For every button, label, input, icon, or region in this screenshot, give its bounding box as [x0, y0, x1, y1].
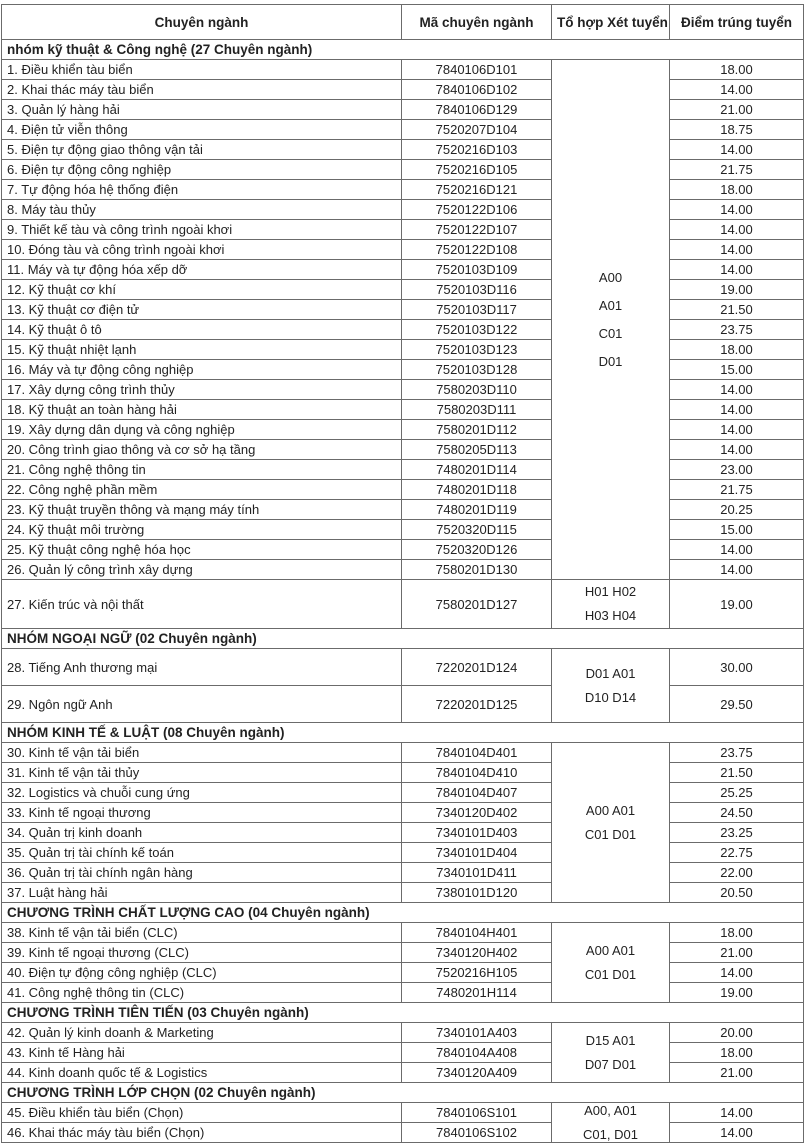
combo-code: C01 — [598, 325, 623, 341]
cutoff-score: 19.00 — [670, 580, 804, 629]
table-row — [2, 120, 804, 140]
table-row — [2, 140, 804, 160]
major-name: 9. Thiết kế tàu và công trình ngoài khơi — [2, 220, 402, 240]
group-header-row — [2, 903, 804, 923]
major-name: 29. Ngôn ngữ Anh — [2, 686, 402, 723]
combo-code: A00, A01 — [584, 1102, 637, 1118]
major-code: 7340101D411 — [402, 863, 552, 883]
major-name: 37. Luật hàng hải — [2, 883, 402, 903]
header-code: Mã chuyên ngành — [402, 5, 552, 40]
major-name: 41. Công nghệ thông tin (CLC) — [2, 983, 402, 1003]
major-code: 7520320D126 — [402, 540, 552, 560]
table-row — [2, 649, 804, 686]
cutoff-score: 14.00 — [670, 540, 804, 560]
combo-spacer — [557, 818, 664, 828]
group-title: CHƯƠNG TRÌNH CHẤT LƯỢNG CAO (04 Chuyên ngành) — [2, 903, 804, 923]
major-code: 7220201D124 — [402, 649, 552, 686]
combo-code: D15 A01 — [585, 1032, 636, 1048]
combo-spacer — [557, 313, 664, 327]
table-header-row — [2, 5, 804, 40]
table-row — [2, 260, 804, 280]
major-name: 39. Kinh tế ngoại thương (CLC) — [2, 943, 402, 963]
table-row — [2, 983, 804, 1003]
subject-combination — [552, 923, 670, 1003]
cutoff-score: 14.00 — [670, 420, 804, 440]
major-name: 35. Quản trị tài chính kế toán — [2, 843, 402, 863]
table-row — [2, 180, 804, 200]
cutoff-score: 18.00 — [670, 180, 804, 200]
major-code: 7520122D107 — [402, 220, 552, 240]
group-title: CHƯƠNG TRÌNH TIÊN TIẾN (03 Chuyên ngành) — [2, 1003, 804, 1023]
table-row — [2, 220, 804, 240]
table-row — [2, 380, 804, 400]
table-row — [2, 420, 804, 440]
major-name: 19. Xây dựng dân dụng và công nghiệp — [2, 420, 402, 440]
major-name: 5. Điện tự động giao thông vận tải — [2, 140, 402, 160]
major-name: 42. Quản lý kinh doanh & Marketing — [2, 1023, 402, 1043]
major-code: 7840106S102 — [402, 1123, 552, 1143]
combo-code: A00 — [598, 269, 623, 285]
table-row — [2, 923, 804, 943]
major-name: 10. Đóng tàu và công trình ngoài khơi — [2, 240, 402, 260]
combo-code: D10 D14 — [584, 689, 637, 705]
major-code: 7520103D116 — [402, 280, 552, 300]
combo-spacer — [557, 958, 664, 968]
table-row — [2, 520, 804, 540]
major-name: 23. Kỹ thuật truyền thông và mạng máy tính — [2, 500, 402, 520]
major-name: 36. Quản trị tài chính ngân hàng — [2, 863, 402, 883]
major-code: 7340101D404 — [402, 843, 552, 863]
combo-code: D01 A01 — [585, 665, 636, 681]
cutoff-score: 23.25 — [670, 823, 804, 843]
group-header-row — [2, 1003, 804, 1023]
major-name: 38. Kinh tế vận tải biển (CLC) — [2, 923, 402, 943]
table-row — [2, 100, 804, 120]
major-code: 7520216D105 — [402, 160, 552, 180]
major-code: 7520103D117 — [402, 300, 552, 320]
table-row — [2, 803, 804, 823]
group-header-row — [2, 723, 804, 743]
cutoff-score: 21.50 — [670, 763, 804, 783]
major-name: 14. Kỹ thuật ô tô — [2, 320, 402, 340]
cutoff-score: 22.75 — [670, 843, 804, 863]
subject-combination — [552, 580, 670, 629]
major-code: 7840104D401 — [402, 743, 552, 763]
cutoff-score: 22.00 — [670, 863, 804, 883]
cutoff-score: 14.00 — [670, 380, 804, 400]
major-name: 6. Điện tự động công nghiệp — [2, 160, 402, 180]
combo-code: H01 H02 — [584, 584, 637, 599]
table-body — [2, 40, 804, 1143]
table-row — [2, 340, 804, 360]
table-row — [2, 160, 804, 180]
major-name: 21. Công nghệ thông tin — [2, 460, 402, 480]
cutoff-score: 15.00 — [670, 520, 804, 540]
table-row — [2, 1023, 804, 1043]
combo-spacer — [557, 681, 664, 691]
major-code: 7520320D115 — [402, 520, 552, 540]
cutoff-score: 21.00 — [670, 943, 804, 963]
cutoff-score: 14.00 — [670, 80, 804, 100]
admission-scores-table — [1, 4, 804, 1143]
cutoff-score: 21.00 — [670, 100, 804, 120]
major-name: 12. Kỹ thuật cơ khí — [2, 280, 402, 300]
table-row — [2, 743, 804, 763]
major-code: 7380101D120 — [402, 883, 552, 903]
cutoff-score: 14.00 — [670, 220, 804, 240]
major-name: 26. Quản lý công trình xây dựng — [2, 560, 402, 580]
cutoff-score: 14.00 — [670, 560, 804, 580]
major-code: 7480201D119 — [402, 500, 552, 520]
cutoff-score: 21.75 — [670, 160, 804, 180]
major-code: 7480201H114 — [402, 983, 552, 1003]
major-code: 7580203D111 — [402, 400, 552, 420]
major-code: 7220201D125 — [402, 686, 552, 723]
major-code: 7580205D113 — [402, 440, 552, 460]
major-code: 7520216D103 — [402, 140, 552, 160]
major-name: 13. Kỹ thuật cơ điện tử — [2, 300, 402, 320]
cutoff-score: 18.00 — [670, 1043, 804, 1063]
major-code: 7580203D110 — [402, 380, 552, 400]
table-row — [2, 560, 804, 580]
table-row — [2, 400, 804, 420]
major-name: 40. Điện tự động công nghiệp (CLC) — [2, 963, 402, 983]
table-row — [2, 280, 804, 300]
table-row — [2, 823, 804, 843]
major-code: 7520103D122 — [402, 320, 552, 340]
major-code: 7840104D410 — [402, 763, 552, 783]
cutoff-score: 18.75 — [670, 120, 804, 140]
major-name: 45. Điều khiển tàu biển (Chọn) — [2, 1103, 402, 1123]
cutoff-score: 18.00 — [670, 60, 804, 80]
major-name: 44. Kinh doanh quốc tế & Logistics — [2, 1063, 402, 1083]
cutoff-score: 25.25 — [670, 783, 804, 803]
major-code: 7340120H402 — [402, 943, 552, 963]
table-row — [2, 500, 804, 520]
subject-combination — [552, 743, 670, 903]
header-major: Chuyên ngành — [2, 5, 402, 40]
cutoff-score: 14.00 — [670, 200, 804, 220]
combo-code: D07 D01 — [584, 1056, 637, 1072]
major-name: 11. Máy và tự động hóa xếp dỡ — [2, 260, 402, 280]
table-row — [2, 540, 804, 560]
combo-code: H03 H04 — [584, 608, 637, 623]
major-name: 33. Kinh tế ngoại thương — [2, 803, 402, 823]
table-row — [2, 1123, 804, 1143]
major-code: 7520216D121 — [402, 180, 552, 200]
group-title: CHƯƠNG TRÌNH LỚP CHỌN (02 Chuyên ngành) — [2, 1083, 804, 1103]
combo-code: C01 D01 — [584, 826, 637, 842]
combo-spacer — [557, 341, 664, 355]
table-row — [2, 883, 804, 903]
major-name: 22. Công nghệ phần mềm — [2, 480, 402, 500]
major-code: 7520103D123 — [402, 340, 552, 360]
major-code: 7480201D114 — [402, 460, 552, 480]
major-code: 7520103D128 — [402, 360, 552, 380]
combo-code: C01 D01 — [584, 966, 637, 982]
table-row — [2, 480, 804, 500]
major-name: 34. Quản trị kinh doanh — [2, 823, 402, 843]
major-name: 32. Logistics và chuỗi cung ứng — [2, 783, 402, 803]
cutoff-score: 29.50 — [670, 686, 804, 723]
table-row — [2, 240, 804, 260]
group-header-row — [2, 1083, 804, 1103]
cutoff-score: 23.00 — [670, 460, 804, 480]
major-code: 7840106D129 — [402, 100, 552, 120]
cutoff-score: 23.75 — [670, 743, 804, 763]
major-name: 4. Điện tử viễn thông — [2, 120, 402, 140]
major-code: 7520216H105 — [402, 963, 552, 983]
combo-spacer — [557, 1118, 664, 1128]
major-code: 7340101D403 — [402, 823, 552, 843]
major-name: 15. Kỹ thuật nhiệt lạnh — [2, 340, 402, 360]
cutoff-score: 14.00 — [670, 240, 804, 260]
major-name: 31. Kinh tế vận tải thủy — [2, 763, 402, 783]
major-name: 1. Điều khiển tàu biển — [2, 60, 402, 80]
cutoff-score: 20.50 — [670, 883, 804, 903]
cutoff-score: 18.00 — [670, 340, 804, 360]
cutoff-score: 30.00 — [670, 649, 804, 686]
major-code: 7580201D127 — [402, 580, 552, 629]
table-row — [2, 783, 804, 803]
major-code: 7840106D102 — [402, 80, 552, 100]
table-row — [2, 943, 804, 963]
table-row — [2, 460, 804, 480]
table-row — [2, 1043, 804, 1063]
header-combo: Tổ hợp Xét tuyển — [552, 5, 670, 40]
table-row — [2, 360, 804, 380]
major-name: 3. Quản lý hàng hải — [2, 100, 402, 120]
major-code: 7480201D118 — [402, 480, 552, 500]
cutoff-score: 21.50 — [670, 300, 804, 320]
combo-code: A00 A01 — [585, 942, 636, 958]
combo-code: D01 — [598, 353, 623, 369]
combo-spacer — [557, 1048, 664, 1058]
combo-code: A00 A01 — [585, 802, 636, 818]
major-name: 25. Kỹ thuật công nghệ hóa học — [2, 540, 402, 560]
cutoff-score: 15.00 — [670, 360, 804, 380]
table-row — [2, 1103, 804, 1123]
cutoff-score: 14.00 — [670, 1123, 804, 1143]
cutoff-score: 14.00 — [670, 440, 804, 460]
group-title: nhóm kỹ thuật & Công nghệ (27 Chuyên ngành) — [2, 40, 804, 60]
major-name: 20. Công trình giao thông và cơ sở hạ tầng — [2, 440, 402, 460]
major-name: 16. Máy và tự động công nghiệp — [2, 360, 402, 380]
major-name: 30. Kinh tế vận tải biển — [2, 743, 402, 763]
table-row — [2, 440, 804, 460]
group-header-row — [2, 40, 804, 60]
major-code: 7340120A409 — [402, 1063, 552, 1083]
combo-code: C01, D01 — [583, 1126, 638, 1142]
major-name: 8. Máy tàu thủy — [2, 200, 402, 220]
table-row — [2, 60, 804, 80]
major-code: 7840104H401 — [402, 923, 552, 943]
table-row — [2, 300, 804, 320]
cutoff-score: 20.00 — [670, 1023, 804, 1043]
cutoff-score: 19.00 — [670, 280, 804, 300]
table-row — [2, 843, 804, 863]
major-code: 7340120D402 — [402, 803, 552, 823]
subject-combination — [552, 1023, 670, 1083]
major-code: 7520103D109 — [402, 260, 552, 280]
table-row — [2, 580, 804, 629]
table-row — [2, 200, 804, 220]
major-code: 7840106D101 — [402, 60, 552, 80]
major-name: 28. Tiếng Anh thương mại — [2, 649, 402, 686]
cutoff-score: 18.00 — [670, 923, 804, 943]
cutoff-score: 14.00 — [670, 963, 804, 983]
major-code: 7580201D130 — [402, 560, 552, 580]
cutoff-score: 19.00 — [670, 983, 804, 1003]
table-row — [2, 80, 804, 100]
major-name: 24. Kỹ thuật môi trường — [2, 520, 402, 540]
cutoff-score: 24.50 — [670, 803, 804, 823]
cutoff-score: 23.75 — [670, 320, 804, 340]
major-code: 7520122D106 — [402, 200, 552, 220]
cutoff-score: 14.00 — [670, 260, 804, 280]
group-header-row — [2, 629, 804, 649]
major-name: 27. Kiến trúc và nội thất — [2, 580, 402, 629]
table-row — [2, 686, 804, 723]
table-row — [2, 1063, 804, 1083]
major-code: 7580201D112 — [402, 420, 552, 440]
major-code: 7840106S101 — [402, 1103, 552, 1123]
subject-combination — [552, 649, 670, 723]
cutoff-score: 14.00 — [670, 400, 804, 420]
cutoff-score: 20.25 — [670, 500, 804, 520]
major-name: 18. Kỹ thuật an toàn hàng hải — [2, 400, 402, 420]
major-code: 7520207D104 — [402, 120, 552, 140]
table-row — [2, 763, 804, 783]
table-row — [2, 320, 804, 340]
cutoff-score: 21.00 — [670, 1063, 804, 1083]
major-code: 7520122D108 — [402, 240, 552, 260]
major-name: 7. Tự động hóa hệ thống điện — [2, 180, 402, 200]
cutoff-score: 14.00 — [670, 140, 804, 160]
group-title: NHÓM KINH TẾ & LUẬT (08 Chuyên ngành) — [2, 723, 804, 743]
major-name: 17. Xây dựng công trình thủy — [2, 380, 402, 400]
major-name: 2. Khai thác máy tàu biển — [2, 80, 402, 100]
combo-code: A01 — [598, 297, 623, 313]
header-score: Điểm trúng tuyển — [670, 5, 804, 40]
combo-spacer — [557, 285, 664, 299]
cutoff-score: 14.00 — [670, 1103, 804, 1123]
subject-combination — [552, 60, 670, 580]
group-title: NHÓM NGOẠI NGỮ (02 Chuyên ngành) — [2, 629, 804, 649]
subject-combination — [552, 1103, 670, 1143]
major-name: 43. Kinh tế Hàng hải — [2, 1043, 402, 1063]
major-code: 7840104D407 — [402, 783, 552, 803]
major-name: 46. Khai thác máy tàu biển (Chọn) — [2, 1123, 402, 1143]
table-row — [2, 863, 804, 883]
major-code: 7340101A403 — [402, 1023, 552, 1043]
table-row — [2, 963, 804, 983]
cutoff-score: 21.75 — [670, 480, 804, 500]
major-code: 7840104A408 — [402, 1043, 552, 1063]
